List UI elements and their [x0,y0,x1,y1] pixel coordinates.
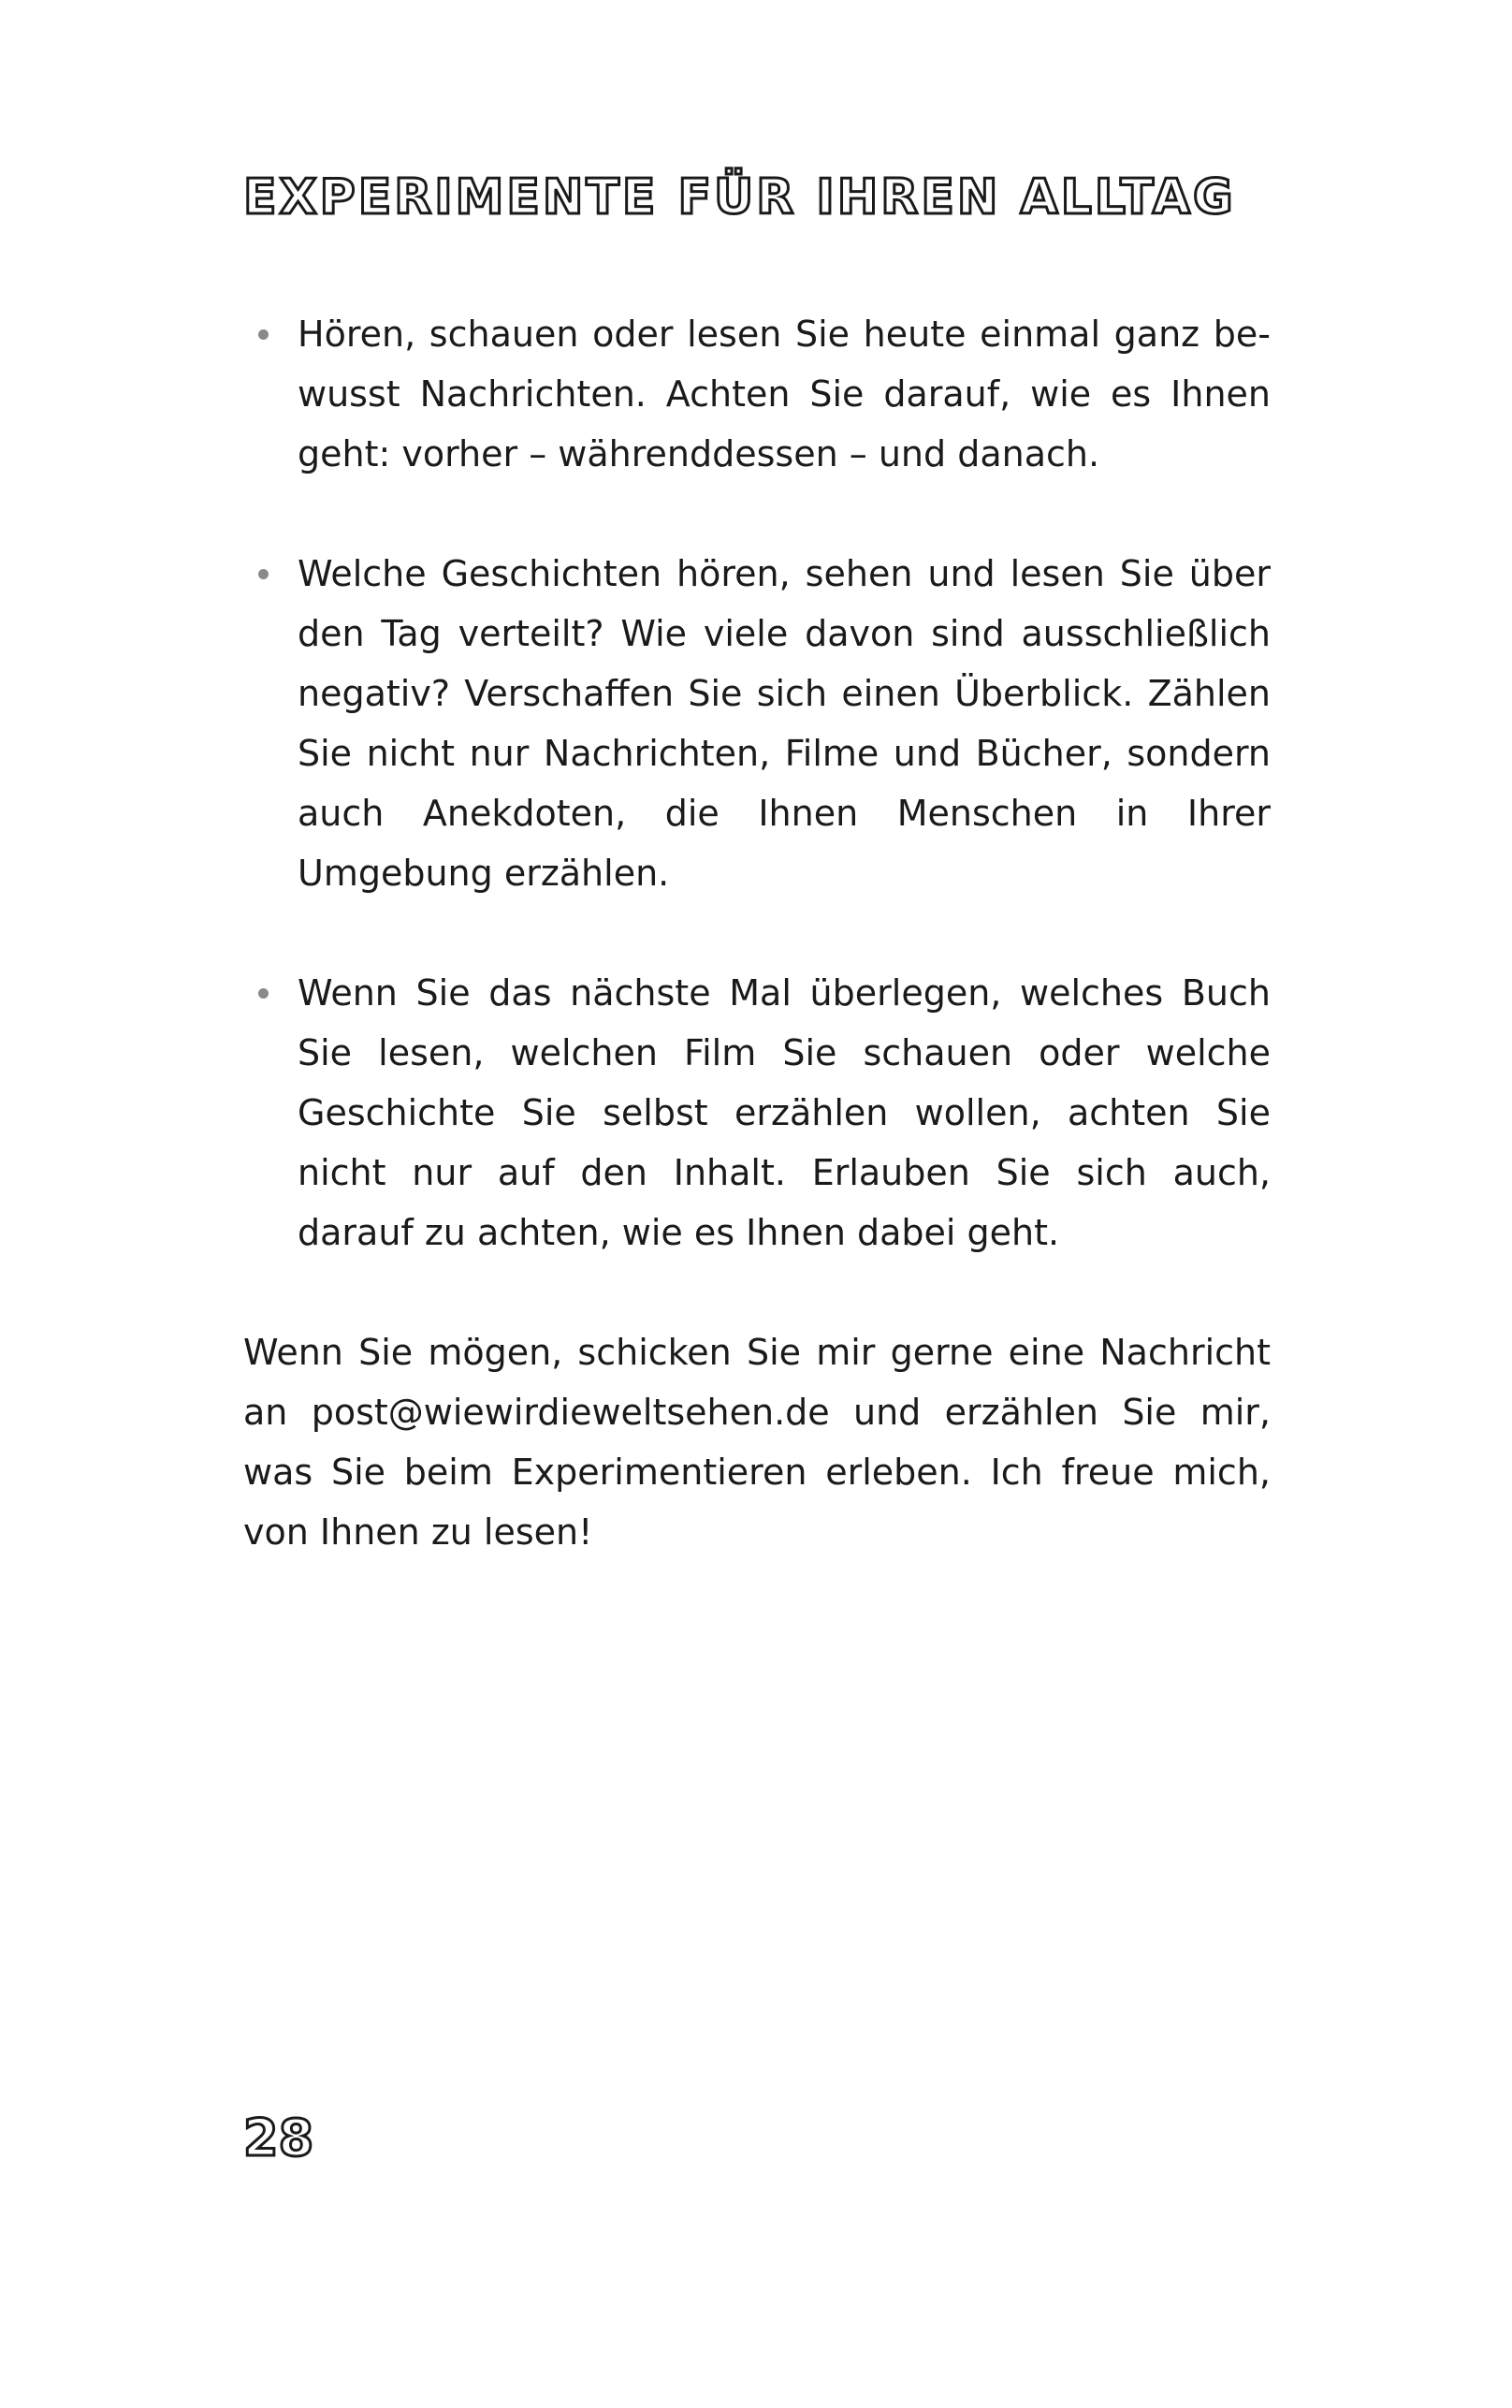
experiment-list [243,304,1271,1262]
list-item [243,963,1271,1262]
list-item-text: Wenn Sie das nächste Mal überlegen, welches Buch Sie lesen, welchen Film Sie schauen oder welche Geschichte Sie selbst erzählen wollen, achten Sie nicht nur auf den Inhalt. Erlauben Sie sich auch, darauf zu achten, wie es Ihnen dabei geht. [298,972,1271,1253]
page-body [243,304,1271,1562]
bullet-icon [258,329,269,340]
list-item [243,304,1271,484]
page-number: 28 [243,2109,314,2167]
closing-paragraph: Wenn Sie mögen, schicken Sie mir gerne eine Nachricht an post@wiewirdieweltsehen.de und erzählen Sie mir, was Sie beim Experimentieren erleben. Ich freue mich, von Ihnen zu lesen! [243,1332,1271,1553]
list-item-text: Welche Geschichten hören, sehen und lesen Sie über den Tag verteilt? Wie viele davon sind ausschließlich negativ? Verschaffen Sie sich einen Überblick. Zählen Sie nicht nur Nachrichten, Filme und Bücher, sondern auch Anekdoten, die Ihnen Menschen in Ihrer Umgebung erzählen. [298,553,1271,894]
list-item [243,544,1271,903]
bullet-icon [258,988,269,999]
bullet-icon [258,569,269,579]
section-heading: EXPERIMENTE FÜR IHREN ALLTAG [243,169,1236,226]
list-item-text: Hören, schauen oder lesen Sie heute einmal ganz bewusst Nachrichten. Achten Sie darauf, wie es Ihnen geht: vorher – währenddessen – und danach. [298,314,1271,474]
